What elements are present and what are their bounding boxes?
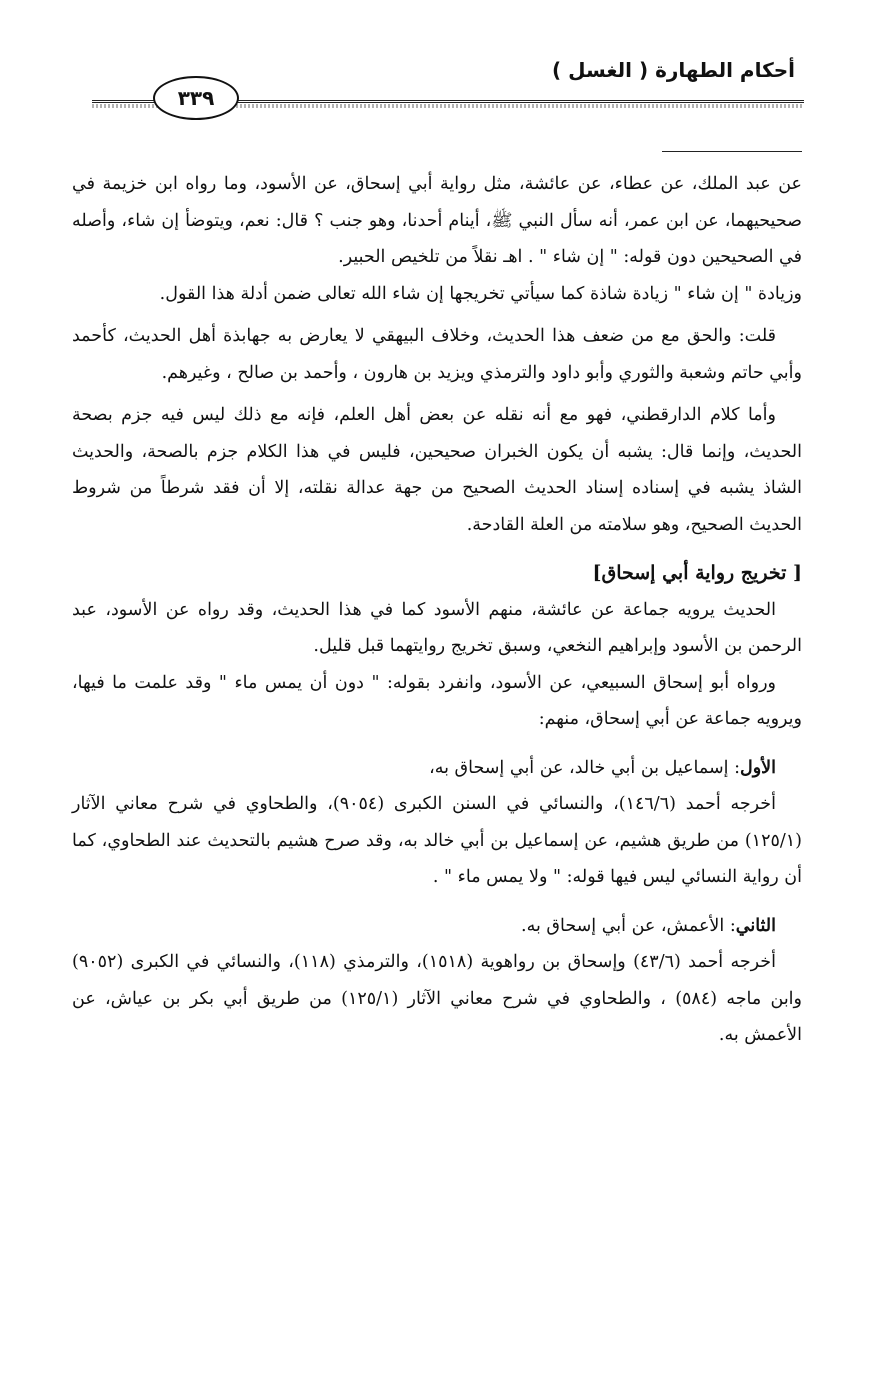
page-number: ٣٣٩ xyxy=(177,86,215,110)
item-first xyxy=(72,750,802,787)
paragraph: قلت: والحق مع من ضعف هذا الحديث، وخلاف البيهقي لا يعارض به جهابذة أهل الحديث، كأحمد وأبي حاتم وشعبة والثوري وأبو داود والترمذي ويزيد بن هارون ، وأحمد بن صالح ، وغيرهم. xyxy=(72,326,802,383)
page-number-badge xyxy=(153,76,239,120)
section-heading: [ تخريج رواية أبي إسحاق] xyxy=(592,562,802,584)
item-second xyxy=(72,908,802,945)
item-first-detail: أخرجه أحمد (١٤٦/٦)، والنسائي في السنن الكبرى (٩٠٥٤)، والطحاوي في شرح معاني الآثار (١٢٥/١) من طريق هشيم، عن إسماعيل بن أبي خالد به، وقد صرح هشيم بالتحديث عند الطحاوي، كما أن رواية النسائي ليس فيها قوله: " ولا يمس ماء " . xyxy=(72,794,802,887)
item-first-label: الأول xyxy=(739,757,776,778)
item-second-text: : الأعمش، عن أبي إسحاق به. xyxy=(521,915,736,936)
item-second-label: الثاني xyxy=(735,915,776,936)
page-body xyxy=(72,166,802,1054)
paragraph: ورواه أبو إسحاق السبيعي، عن الأسود، وانفرد بقوله: " دون أن يمس ماء " وقد علمت ما فيها، ويرويه جماعة عن أبي إسحاق، منهم: xyxy=(72,672,802,729)
paragraph: عن عبد الملك، عن عطاء، عن عائشة، مثل رواية أبي إسحاق، عن الأسود، وما رواه ابن خزيمة في صحيحيهما، عن ابن عمر، أنه سأل النبي ﷺ، أينام أحدنا، وهو جنب ؟ قال: نعم، ويتوضأ إن شاء، وأصله في الصحيحين دون قوله: " إن شاء " . اهـ نقلاً من تلخيص الحبير. xyxy=(72,174,802,267)
paragraph: الحديث يرويه جماعة عن عائشة، منهم الأسود كما في هذا الحديث، وقد رواه عن الأسود، عبد الرحمن بن الأسود وإبراهيم النخعي، وسبق تخريج روايتهما قبل قليل. xyxy=(72,599,802,656)
paragraph: وأما كلام الدارقطني، فهو مع أنه نقله عن بعض أهل العلم، فإنه مع ذلك ليس فيه جزم بصحة الحديث، وإنما قال: يشبه أن يكون الخبران صحيحين، فليس في هذا الكلام جزم بالصحة، والحديث الشاذ يشبه في إسناده إسناد الحديث الصحيح من جهة عدالة نقلته، إلا أن فقد شرطاً من شروط الحديث الصحيح، وهو سلامته من العلة القادحة. xyxy=(72,405,802,535)
running-header-title: أحكام الطهارة ( الغسل ) xyxy=(552,58,795,82)
paragraph: وزيادة " إن شاء " زيادة شاذة كما سيأتي تخريجها إن شاء الله تعالى ضمن أدلة هذا القول. xyxy=(159,283,802,304)
footnote-rule xyxy=(662,151,802,152)
item-first-text: : إسماعيل بن أبي خالد، عن أبي إسحاق به، xyxy=(429,757,740,778)
item-second-detail: أخرجه أحمد (٤٣/٦) وإسحاق بن رواهوية (١٥١٨)، والترمذي (١١٨)، والنسائي في الكبرى (٩٠٥٢) وابن ماجه (٥٨٤) ، والطحاوي في شرح معاني الآثار (١٢٥/١) من طريق أبي بكر بن عياش، عن الأعمش به. xyxy=(72,952,802,1045)
